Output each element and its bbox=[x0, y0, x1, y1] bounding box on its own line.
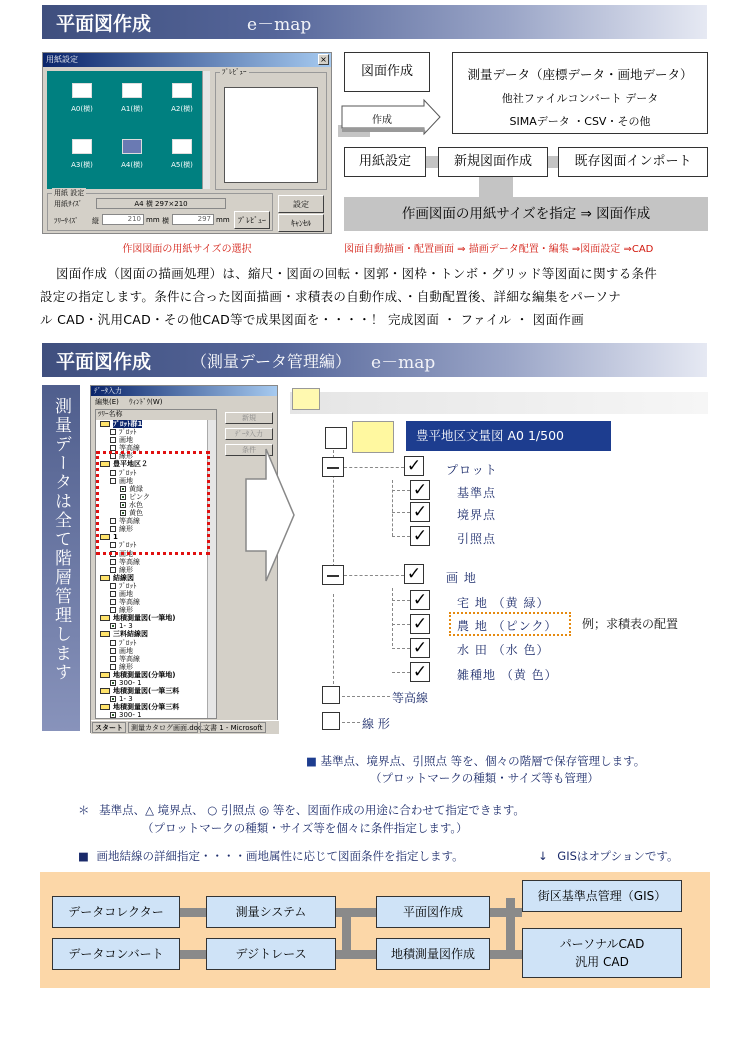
tree-line bbox=[333, 594, 334, 684]
cancel-button[interactable]: ｷｬﾝｾﾙ bbox=[278, 214, 324, 232]
tree-line bbox=[392, 672, 410, 673]
data-converter-box: データコンバート bbox=[52, 938, 180, 970]
gachi-checkbox[interactable]: ✓ bbox=[404, 564, 424, 584]
tree-node-label: 画地 bbox=[119, 549, 133, 558]
data-input-button[interactable]: ﾃﾞｰﾀ入力 bbox=[225, 428, 273, 440]
tree-node[interactable] bbox=[96, 558, 216, 566]
node-icon[interactable] bbox=[110, 591, 116, 597]
connector bbox=[548, 156, 558, 168]
survey-line3: SIMAデータ ・CSV・その他 bbox=[509, 115, 651, 128]
item-checkbox[interactable]: ✓ bbox=[410, 614, 430, 634]
plot-checkbox[interactable]: ✓ bbox=[404, 456, 424, 476]
plot-label: プロット bbox=[446, 463, 498, 477]
tree-node-label: 黄色 bbox=[129, 509, 143, 518]
tree-node[interactable] bbox=[96, 614, 216, 622]
width-label: 横 bbox=[162, 217, 169, 225]
tree-node-label: 線形 bbox=[119, 606, 133, 615]
tree-node-label: 黄緑 bbox=[129, 484, 143, 493]
tree-line bbox=[392, 588, 393, 646]
preview-label: ﾌﾟﾚﾋﾞｭｰ bbox=[222, 68, 247, 76]
tree-line bbox=[392, 536, 410, 537]
tree-node-label: 等高線 bbox=[119, 444, 140, 453]
tree-node-label: 地積測量図(一筆三料 bbox=[113, 687, 180, 696]
width-input[interactable]: 297 bbox=[172, 214, 214, 225]
node-icon[interactable] bbox=[100, 631, 110, 637]
bullet-line3 bbox=[78, 848, 464, 864]
menu-edit[interactable]: 編集(E) bbox=[95, 398, 119, 406]
tree-node-label: 画地 bbox=[119, 589, 133, 598]
big-arrow-icon bbox=[244, 447, 296, 583]
tree-node-label: ﾌﾟﾛｯﾄ bbox=[119, 468, 137, 477]
window-title: ﾃﾞｰﾀ入力 bbox=[91, 386, 277, 396]
taskbar bbox=[91, 720, 279, 734]
vertical-text: 測量データは全て階層管理します bbox=[51, 397, 71, 682]
bullet-line1 bbox=[78, 802, 525, 818]
paper-group bbox=[47, 189, 273, 231]
note1-text: 基準点、境界点、引照点 等を、個々の階層で保存管理します。 bbox=[320, 754, 646, 768]
banner2-emap: e－map bbox=[371, 352, 436, 373]
selection-highlight bbox=[96, 451, 210, 555]
plot-item: 引照点 bbox=[457, 532, 497, 546]
paper-icon bbox=[172, 83, 192, 98]
tree-node-label: 画地 bbox=[119, 646, 133, 655]
node-icon[interactable] bbox=[100, 672, 110, 678]
root-checkbox[interactable] bbox=[325, 427, 347, 449]
tree-line bbox=[392, 648, 410, 649]
paper-icon bbox=[172, 139, 192, 154]
node-icon[interactable] bbox=[110, 559, 116, 565]
line-checkbox[interactable] bbox=[322, 712, 340, 730]
gachi-label: 画 地 bbox=[446, 571, 477, 585]
tree-node-label: 画地 bbox=[119, 476, 133, 485]
tree-node-label: 結線図 bbox=[113, 573, 134, 582]
caption-auto-draw: 図面自動描画・配置画面 ⇒ 描画データ配置・編集 ⇒図面設定 ⇒CAD bbox=[344, 244, 654, 255]
chiseki-box: 地積測量図作成 bbox=[376, 938, 490, 970]
tree-node-label: ﾌﾟﾛｯﾄ群1 bbox=[113, 420, 143, 428]
paper-tile-a3[interactable]: A3(横) bbox=[52, 139, 112, 170]
item-checkbox[interactable]: ✓ bbox=[410, 480, 430, 500]
group-label: 用紙 設定 bbox=[54, 189, 85, 197]
tree-node[interactable] bbox=[96, 703, 216, 711]
height-input[interactable]: 210 bbox=[102, 214, 144, 225]
digi-trace-box: デジトレース bbox=[206, 938, 336, 970]
tree-node-label: 画地 bbox=[119, 436, 133, 445]
zumen-box: 図面作成 bbox=[344, 52, 430, 92]
section2-banner bbox=[42, 343, 707, 377]
preview-button[interactable]: ﾌﾟﾚﾋﾞｭｰ bbox=[234, 211, 270, 229]
connector bbox=[426, 156, 438, 168]
folder-icon bbox=[352, 421, 394, 453]
tree-node-label: 水色 bbox=[129, 500, 143, 509]
banner2-subtitle: （測量データ管理編） bbox=[191, 351, 352, 371]
create-arrow-label: 作成 bbox=[372, 115, 392, 126]
tree-node-label: ﾌﾟﾛｯﾄ bbox=[119, 581, 137, 590]
tree-node-label: 地積測量図(分筆三料 bbox=[113, 703, 180, 712]
node-icon[interactable] bbox=[110, 607, 116, 613]
plot-item: 基準点 bbox=[457, 486, 497, 500]
note1 bbox=[306, 753, 645, 769]
contour-label: 等高線 bbox=[392, 691, 429, 705]
tree-node-label: ﾌﾟﾛｯﾄ bbox=[119, 638, 137, 647]
checkbox-icon[interactable] bbox=[110, 696, 116, 702]
tree-line bbox=[392, 624, 410, 625]
hierarchy-header bbox=[290, 392, 708, 414]
square-bullet-icon: ■ bbox=[78, 849, 89, 863]
tree-node-label: 等高線 bbox=[119, 654, 140, 663]
tree-node[interactable] bbox=[96, 639, 216, 647]
tree-line bbox=[392, 600, 410, 601]
survey-title: 測量データ（座標データ・画地データ） bbox=[467, 67, 693, 82]
node-icon[interactable] bbox=[110, 437, 116, 443]
height-unit: mm bbox=[146, 216, 160, 224]
bullet-line1-text: 基準点、△ 境界点、 ○ 引照点 ◎ 等を、図面作成の用途に合わせて指定できます。 bbox=[99, 803, 525, 817]
item-checkbox[interactable]: ✓ bbox=[410, 662, 430, 682]
paper-settings-dialog bbox=[42, 52, 332, 234]
tree-node-label: 1 bbox=[113, 533, 118, 542]
connector bbox=[342, 908, 351, 958]
tree-node[interactable] bbox=[96, 582, 216, 590]
survey-line2: 他社ファイルコンバート データ bbox=[501, 92, 659, 105]
banner1-emap: e－map bbox=[247, 14, 312, 35]
tree-node-label: 300- 1 bbox=[119, 679, 142, 687]
system-flow-panel bbox=[40, 872, 710, 988]
tree-line bbox=[342, 722, 360, 723]
tree-node[interactable] bbox=[96, 436, 216, 444]
tree-node[interactable] bbox=[96, 630, 216, 638]
gis-note-text: GISはオプションです。 bbox=[557, 849, 679, 863]
section1-banner bbox=[42, 5, 707, 39]
down-arrow-icon: ↓ bbox=[538, 849, 548, 863]
item-checkbox[interactable]: ✓ bbox=[410, 590, 430, 610]
caption-paper-size: 作図図面の用紙サイズの選択 bbox=[122, 244, 252, 255]
paper-tile-a0[interactable]: A0(横) bbox=[52, 83, 112, 114]
tree-node[interactable] bbox=[96, 671, 216, 679]
tree-node-label: 等高線 bbox=[119, 517, 140, 526]
cad-personal: パーソナルCAD bbox=[559, 937, 645, 951]
tree-node-label: 等高線 bbox=[119, 557, 140, 566]
new-drawing-box: 新規図面作成 bbox=[438, 147, 548, 177]
node-icon[interactable] bbox=[110, 648, 116, 654]
gachi-item: 雑種地 （黄 色） bbox=[457, 668, 558, 682]
gachi-item: 宅 地 （黄 緑） bbox=[457, 596, 550, 610]
checkbox-icon[interactable] bbox=[110, 623, 116, 629]
tile-scrollbar[interactable] bbox=[202, 71, 210, 189]
tree-node[interactable] bbox=[96, 598, 216, 606]
root-label: 豊平地区文量図 A0 1/500 bbox=[406, 421, 611, 451]
tree-node-label: 1- 3 bbox=[119, 622, 133, 631]
survey-data-box bbox=[452, 52, 708, 134]
tree-node-label: 三料結線図 bbox=[113, 630, 148, 639]
tree-node-label: 等高線 bbox=[119, 598, 140, 607]
node-icon[interactable] bbox=[110, 583, 116, 589]
tree-node-label: 線形 bbox=[119, 662, 133, 671]
tree-node-label: 1- 3 bbox=[119, 695, 133, 704]
dialog-title: 用紙設定 bbox=[43, 53, 331, 67]
tree-node[interactable] bbox=[96, 679, 216, 687]
cad-general: 汎用 CAD bbox=[575, 955, 629, 969]
paper-tile-grid bbox=[47, 71, 202, 189]
node-icon[interactable] bbox=[100, 688, 110, 694]
connector bbox=[506, 898, 515, 958]
menu-window[interactable]: ｳｨﾝﾄﾞｳ(W) bbox=[129, 398, 163, 406]
paper-tile-a5[interactable]: A5(横) bbox=[152, 139, 212, 170]
paper-icon bbox=[72, 83, 92, 98]
vertical-banner bbox=[42, 385, 80, 731]
tree-node[interactable] bbox=[96, 428, 216, 436]
checkbox-icon[interactable] bbox=[110, 680, 116, 686]
tree-node-label: 線形 bbox=[119, 565, 133, 574]
heimen-box: 平面図作成 bbox=[376, 896, 490, 928]
node-icon[interactable] bbox=[100, 615, 110, 621]
connector bbox=[180, 908, 206, 917]
tree-line bbox=[344, 467, 404, 468]
node-icon[interactable] bbox=[100, 575, 110, 581]
item-checkbox[interactable]: ✓ bbox=[410, 638, 430, 658]
condition-button[interactable]: 条件 bbox=[225, 444, 273, 456]
set-button[interactable]: 設定 bbox=[278, 195, 324, 213]
gachi-item: 農 地 （ピンク） bbox=[457, 619, 558, 633]
asterisk-icon: ＊ bbox=[78, 803, 90, 817]
description-paragraph bbox=[40, 262, 720, 331]
contour-checkbox[interactable] bbox=[322, 686, 340, 704]
tree-node-label: 地積測量図(一筆地) bbox=[113, 614, 176, 623]
tree-line bbox=[392, 512, 410, 513]
node-icon[interactable] bbox=[110, 640, 116, 646]
tree-node-label: ﾌﾟﾛｯﾄ bbox=[119, 428, 137, 437]
tree-node-label: 線形 bbox=[119, 525, 133, 534]
node-icon[interactable] bbox=[110, 664, 116, 670]
node-icon[interactable] bbox=[110, 429, 116, 435]
tree-line bbox=[392, 480, 393, 536]
paragraph-line: 設定の指定します。条件に合った図面描画・求積表の自動作成、・自動配置後、詳細な編集をパーソナ bbox=[40, 289, 622, 304]
paragraph-line: 図面作成（図面の描画処理）は、縮尺・図面の回転・図郭・図枠・トンボ・グリッド等図面に関する条件 bbox=[56, 266, 658, 281]
taskbar-item[interactable]: 測量カタログ画面.doc... bbox=[128, 722, 198, 733]
paper-tile-a2[interactable]: A2(横) bbox=[152, 83, 212, 114]
close-icon[interactable]: × bbox=[318, 54, 329, 65]
free-size-label: ﾌﾘｰｻｲｽﾞ bbox=[54, 217, 79, 225]
bullet-icon: ■ bbox=[306, 754, 317, 768]
tree-node-label: ピンク bbox=[129, 492, 150, 501]
result-bar: 作画図面の用紙サイズを指定 ⇒ 図面作成 bbox=[344, 197, 708, 231]
preview-area bbox=[224, 87, 318, 183]
gis-box: 街区基準点管理（GIS） bbox=[522, 880, 682, 912]
tree-line bbox=[342, 696, 390, 697]
node-icon[interactable] bbox=[110, 599, 116, 605]
banner1-title: 平面図作成 bbox=[56, 12, 152, 35]
banner2-title: 平面図作成 bbox=[56, 350, 152, 373]
import-drawing-box: 既存図面インポート bbox=[558, 147, 708, 177]
bullet-line3-text: 画地結線の詳細指定・・・・画地属性に応じて図面条件を指定します。 bbox=[96, 849, 464, 863]
note2: （プロットマークの種類・サイズ等も管理） bbox=[370, 771, 599, 785]
connector bbox=[479, 177, 513, 197]
node-icon[interactable] bbox=[100, 704, 110, 710]
checkbox-icon[interactable] bbox=[110, 712, 116, 718]
data-collector-box: データコレクター bbox=[52, 896, 180, 928]
size-value: A4 横 297×210 bbox=[96, 198, 226, 209]
connector bbox=[180, 950, 206, 959]
tree-node-label: 300- 1 bbox=[119, 711, 142, 720]
tree-node-label: 線形 bbox=[119, 452, 133, 461]
gachi-item: 水 田 （水 色） bbox=[457, 643, 550, 657]
line-label: 線 形 bbox=[362, 717, 390, 731]
tree-line bbox=[392, 490, 410, 491]
size-label: 用紙ｻｲｽﾞ bbox=[54, 200, 82, 208]
bullet-line2: （プロットマークの種類・サイズ等を個々に条件指定します。） bbox=[142, 821, 468, 835]
paper-settings-box: 用紙設定 bbox=[344, 147, 426, 177]
taskbar-item[interactable]: 文書 1 - Microsoft bbox=[200, 722, 266, 733]
tree-node[interactable] bbox=[96, 574, 216, 582]
tree-node[interactable] bbox=[96, 711, 216, 719]
gis-note bbox=[538, 848, 678, 864]
tree-line bbox=[344, 575, 404, 576]
item-checkbox[interactable]: ✓ bbox=[410, 502, 430, 522]
item-checkbox[interactable]: ✓ bbox=[410, 526, 430, 546]
tree-node[interactable] bbox=[96, 655, 216, 663]
survey-system-box: 測量システム bbox=[206, 896, 336, 928]
example-note: 例；求積表の配置 bbox=[582, 617, 679, 631]
node-icon[interactable] bbox=[110, 567, 116, 573]
collapse-toggle[interactable] bbox=[322, 565, 344, 585]
tree-header: ﾂﾘｰ名称 bbox=[96, 410, 216, 420]
paragraph-line: ル CAD・汎用CAD・その他CAD等で成果図面を・・・・！ 完成図面 ・ ファイル ・ 図面作画 bbox=[40, 312, 585, 327]
preview-group bbox=[215, 68, 327, 190]
start-button[interactable]: スタート bbox=[92, 722, 126, 733]
width-unit: mm bbox=[216, 216, 230, 224]
node-icon[interactable] bbox=[110, 656, 116, 662]
tree-node[interactable] bbox=[96, 420, 216, 428]
paper-tile-a1[interactable]: A1(横) bbox=[102, 83, 162, 114]
tree-node[interactable] bbox=[96, 687, 216, 695]
menubar bbox=[95, 397, 163, 407]
paper-tile-a4[interactable]: A4(横) bbox=[102, 139, 162, 170]
cad-box bbox=[522, 928, 682, 978]
tree-node-label: ﾌﾟﾛｯﾄ bbox=[119, 541, 137, 550]
height-label: 縦 bbox=[92, 217, 99, 225]
plot-item: 境界点 bbox=[457, 508, 497, 522]
paper-icon bbox=[122, 139, 142, 154]
collapse-toggle[interactable] bbox=[322, 457, 344, 477]
tree-node[interactable] bbox=[96, 647, 216, 655]
node-icon[interactable] bbox=[100, 421, 110, 427]
paper-icon bbox=[72, 139, 92, 154]
tree-node-label: 地積測量図(分筆地) bbox=[113, 670, 176, 679]
new-button[interactable]: 新規 bbox=[225, 412, 273, 424]
tree-node[interactable] bbox=[96, 566, 216, 574]
folder-icon bbox=[292, 388, 320, 410]
tree-node[interactable] bbox=[96, 590, 216, 598]
tree-node-label: 豊平地区２ bbox=[113, 460, 148, 469]
tree-node[interactable] bbox=[96, 663, 216, 671]
paper-icon bbox=[122, 83, 142, 98]
